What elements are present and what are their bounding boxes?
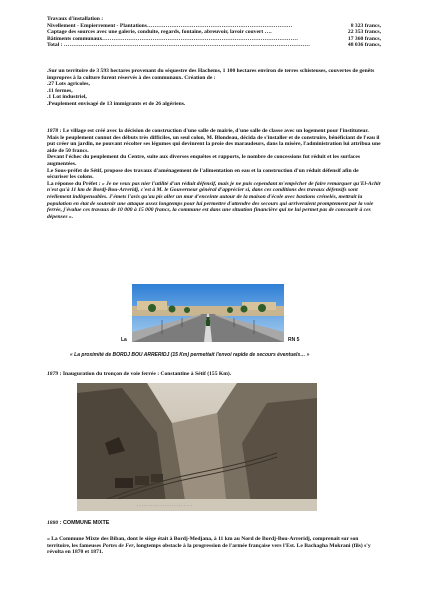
prefect-reply-label: La réponse du Préfet : bbox=[47, 180, 101, 187]
date-1878: 1878 bbox=[47, 128, 59, 134]
paragraph-1878-2: Devant l'échec du peuplement du Centre, suite aux diverses enquêtes et rapports, le nombre de concessions fut réduit et les surfaces augmentées. bbox=[47, 154, 361, 167]
territory-section bbox=[47, 68, 381, 108]
photo-label-left: La bbox=[121, 337, 127, 343]
road-photo-image bbox=[132, 284, 284, 342]
installation-costs bbox=[47, 16, 381, 49]
territory-intro: .Sur un territoire de 3 593 hectares provenant du séquestre des Hachems, 1 100 hectares environ de terres schisteuses, couvertes de genêts impropres à la culture furent réservés à des communaux. Création de : bbox=[47, 68, 375, 81]
territory-item: .Peuplement envisagé de 13 immigrants et de 26 algériens. bbox=[47, 100, 186, 107]
date-1879: 1879 bbox=[47, 371, 59, 377]
road-photo bbox=[132, 284, 284, 342]
prefect-reply: La réponse du Préfet : « Je ne veux pas nier l'utilité d'un réduit défensif, mais je ne puis cependant m'empêcher de faire remarquer qu'El-Achir n'est qu'à 11 km de Bordj-Bou-Arreridj, c'est à M. le Gouverneur général d'apprécier si, dans ces conditions des travaux défensifs sont réellement indispensables. J'émets l'avis qu'au pis aller un mur d'enceinte autour de la maison d'école avec bastions crénelés, mettrait la population en état de soutenir une attaque assez longtemps pour lui permettre d'attendre des secours qui arriveraient promptement par la voie ferrée, j'évalue ces travaux de 10 000 à 15 000 francs, la commune est dans une situation financière qui ne lui permet pas de concourir à ces dépenses ». bbox=[47, 180, 381, 220]
heading-1880: 1880 : COMMUNE MIXTE bbox=[47, 520, 110, 526]
territory-item: .11 fermes, bbox=[47, 87, 73, 94]
paragraph-1880: « La Commune Mixte des Biban, dont le siège était à Bordj-Medjana, à 11 km au Nord de Bordj-Bou-Arreridj, comprenait sur son territoire, les fameuses Portes de Fer, longtemps obstacle à la progression de l'armée française vers l'Est. Le Bachagha Mokrani (fils) s'y révolta en 1870 et 1871. bbox=[47, 536, 371, 556]
cost-row: Nivellement - Empierrement - Plantations…………………………………………………………………… 8 323 francs, bbox=[47, 22, 381, 29]
costs-title: Travaux d'installation : bbox=[47, 16, 104, 22]
date-1880: 1880 bbox=[47, 520, 59, 526]
history-1878 bbox=[47, 128, 381, 220]
history-1880 bbox=[47, 520, 381, 527]
history-1879 bbox=[47, 371, 381, 378]
cost-row-total: Total : …………………………………………………………………………………………………………………… 48 036 francs, bbox=[47, 42, 381, 49]
portes-de-fer: Portes de Fer bbox=[102, 542, 134, 549]
paragraph-1878: 1878 : Le village est créé avec la décision de construction d'une salle de mairie, d'une salle de classe avec un logement pour l'instituteur. Mais le peuplement connut des débuts très difficiles, un seul colon, M. Blondeau, décida de s'installer et de construire, bénéficiant de l'eau il put créer un jardin, ne pouvant récolter ses légumes qui devinrent la proie des maraudeurs, dans la misère, l'administration lui attribua une aide de 50 francs. bbox=[47, 128, 381, 154]
photo-label-right: RN 5 bbox=[288, 337, 300, 343]
railway-photo-image bbox=[77, 383, 317, 511]
cost-row: Bâtiments communaux…………………………………………………………………………………………… 17 360 francs, bbox=[47, 35, 381, 42]
photo-caption: « La proximité de BORDJ BOU ARRERIDJ (15 Km) permettait l'envoi rapide de secours éventuels… » bbox=[70, 352, 310, 358]
territory-item: .1 Lot industriel, bbox=[47, 94, 87, 101]
cost-row: Captage des sources avec une galerie, conduite, regards, fontaine, abreuvoir, lavoir couvert …. 22 353 francs, bbox=[47, 29, 381, 36]
railway-photo bbox=[77, 383, 317, 511]
paragraph-1879: 1879 : Inauguration du tronçon de voie ferrée : Constantine à Sétif (155 Km). bbox=[47, 371, 232, 377]
paragraph-1878-3: Le Sous-préfet de Sétif, propose des travaux d'aménagement de l'alimentation en eau et la construction d'un réduit défensif afin de sécuriser les colons. bbox=[47, 167, 359, 181]
photo-inscription: · · · · · · · · · · · · · · · · · · · · · · · · bbox=[137, 503, 192, 508]
territory-item: .27 Lots agricoles, bbox=[47, 81, 90, 88]
